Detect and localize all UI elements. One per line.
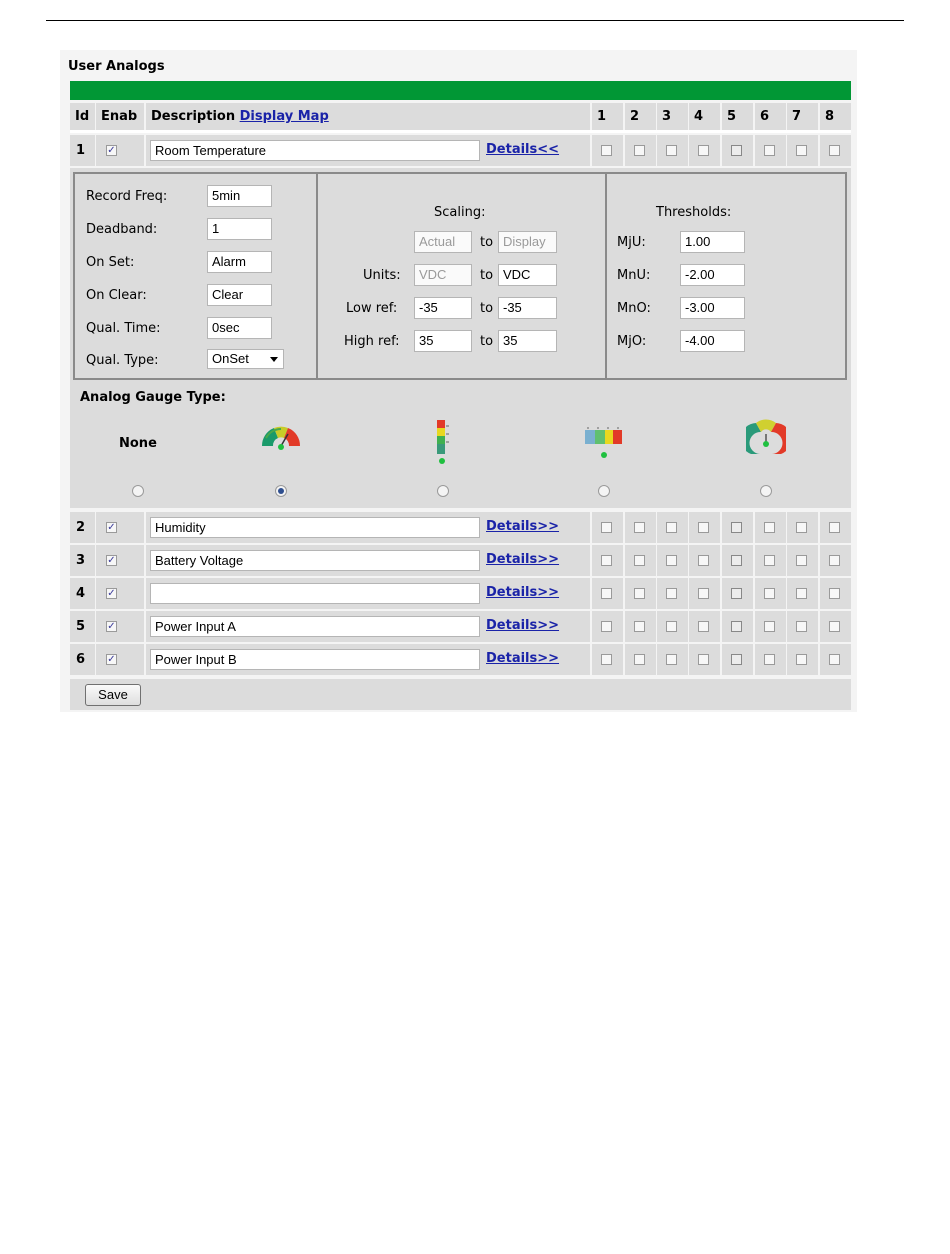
row-3-map-5-checkbox[interactable] xyxy=(731,555,742,566)
row-2-map-4-checkbox[interactable] xyxy=(698,522,709,533)
row-5-details-link[interactable]: Details>> xyxy=(486,618,560,633)
units-label: Units: xyxy=(363,268,401,283)
mnu-label: MnU: xyxy=(617,268,651,283)
row-2-details-link[interactable]: Details>> xyxy=(486,519,560,534)
row-4-map-1-checkbox[interactable] xyxy=(601,588,612,599)
header-divider xyxy=(70,130,851,133)
scaling-title: Scaling: xyxy=(434,205,486,220)
row-5-map-1-checkbox[interactable] xyxy=(601,621,612,632)
high-to-label: to xyxy=(480,334,494,349)
header-description xyxy=(146,103,590,130)
row-6-details-link[interactable]: Details>> xyxy=(486,651,560,666)
row-2-map-2-checkbox[interactable] xyxy=(634,522,645,533)
qual-type-value: OnSet xyxy=(212,351,249,366)
header-col-5: 5 xyxy=(722,103,753,130)
mju-input[interactable]: 1.00 xyxy=(680,231,745,253)
save-button[interactable]: Save xyxy=(85,684,141,706)
panel-title: User Analogs xyxy=(68,59,165,74)
row-6-enable-checkbox[interactable]: ✓ xyxy=(107,654,116,665)
row-3-description-input[interactable]: Battery Voltage xyxy=(150,550,480,571)
qual-time-input[interactable]: 0sec xyxy=(207,317,272,339)
row-2-map-7-checkbox[interactable] xyxy=(796,522,807,533)
row-4-details-link[interactable]: Details>> xyxy=(486,585,560,600)
row-3-map-4-checkbox[interactable] xyxy=(698,555,709,566)
row-3-map-6-checkbox[interactable] xyxy=(764,555,775,566)
row-4-map-2-checkbox[interactable] xyxy=(634,588,645,599)
header-col-3: 3 xyxy=(657,103,688,130)
row-1-map-5-checkbox[interactable] xyxy=(731,145,742,156)
qual-time-label: Qual. Time: xyxy=(86,321,161,336)
save-bar xyxy=(70,679,851,710)
header-col-2: 2 xyxy=(625,103,656,130)
row-2-enable-checkbox[interactable]: ✓ xyxy=(107,522,116,533)
mnu-input[interactable]: -2.00 xyxy=(680,264,745,286)
row-3-map-2-checkbox[interactable] xyxy=(634,555,645,566)
row-4-id: 4 xyxy=(70,578,95,609)
units-to-input[interactable]: VDC xyxy=(498,264,557,286)
row-6-description-input[interactable]: Power Input B xyxy=(150,649,480,670)
row-6-map-2-checkbox[interactable] xyxy=(634,654,645,665)
gauge-type-title: Analog Gauge Type: xyxy=(80,390,226,405)
row-4-enab-cell xyxy=(96,578,144,609)
on-set-label: On Set: xyxy=(86,255,135,270)
gauge-radio-arc[interactable] xyxy=(760,485,772,497)
header-id: Id xyxy=(70,103,95,130)
low-ref-to-input[interactable]: -35 xyxy=(498,297,557,319)
on-set-input[interactable]: Alarm xyxy=(207,251,272,273)
row-1-id: 1 xyxy=(70,135,95,166)
low-ref-label: Low ref: xyxy=(346,301,398,316)
row-3-map-7-checkbox[interactable] xyxy=(796,555,807,566)
mju-label: MjU: xyxy=(617,235,646,250)
row-2-enab-cell xyxy=(96,512,144,543)
row-4-map-4-checkbox[interactable] xyxy=(698,588,709,599)
row-6-id: 6 xyxy=(70,644,95,675)
high-ref-from-input[interactable]: 35 xyxy=(414,330,472,352)
deadband-input[interactable]: 1 xyxy=(207,218,272,240)
row-2-map-6-checkbox[interactable] xyxy=(764,522,775,533)
row-1-map-7-checkbox[interactable] xyxy=(796,145,807,156)
row-5-map-6-checkbox[interactable] xyxy=(764,621,775,632)
row-1-description-input[interactable]: Room Temperature xyxy=(150,140,480,161)
row-4-description-input[interactable] xyxy=(150,583,480,604)
low-to-label: to xyxy=(480,301,494,316)
units-to-label: to xyxy=(480,268,494,283)
row-1-map-3-checkbox[interactable] xyxy=(666,145,677,156)
row-1-map-4-checkbox[interactable] xyxy=(698,145,709,156)
row-5-description-input[interactable]: Power Input A xyxy=(150,616,480,637)
header-col-7: 7 xyxy=(787,103,818,130)
row-4-map-3-checkbox[interactable] xyxy=(666,588,677,599)
on-clear-label: On Clear: xyxy=(86,288,147,303)
green-header-bar xyxy=(70,81,851,100)
scaling-to-label: to xyxy=(480,235,494,250)
deadband-label: Deadband: xyxy=(86,222,158,237)
row-2-id: 2 xyxy=(70,512,95,543)
row-1-map-1-checkbox[interactable] xyxy=(601,145,612,156)
mjo-input[interactable]: -4.00 xyxy=(680,330,745,352)
row-1-map-8-checkbox[interactable] xyxy=(829,145,840,156)
row-5-enable-checkbox[interactable]: ✓ xyxy=(107,621,116,632)
row-5-map-8-checkbox[interactable] xyxy=(829,621,840,632)
row-3-enable-checkbox[interactable]: ✓ xyxy=(107,555,116,566)
row-2-map-3-checkbox[interactable] xyxy=(666,522,677,533)
row-4-map-8-checkbox[interactable] xyxy=(829,588,840,599)
row-5-map-4-checkbox[interactable] xyxy=(698,621,709,632)
gauge-radio-dial[interactable] xyxy=(275,485,287,497)
row-3-enab-cell xyxy=(96,545,144,576)
chevron-down-icon xyxy=(270,357,278,362)
gauge-radio-horizontal-bar[interactable] xyxy=(598,485,610,497)
scaling-display-header: Display xyxy=(498,231,557,253)
header-col-6: 6 xyxy=(755,103,786,130)
row-6-map-7-checkbox[interactable] xyxy=(796,654,807,665)
horizontal-bar-gauge-icon xyxy=(584,424,624,462)
header-col-1: 1 xyxy=(592,103,623,130)
row-2-description-input[interactable]: Humidity xyxy=(150,517,480,538)
high-ref-to-input[interactable]: 35 xyxy=(498,330,557,352)
mno-label: MnO: xyxy=(617,301,651,316)
row-6-map-5-checkbox[interactable] xyxy=(731,654,742,665)
row-2-map-8-checkbox[interactable] xyxy=(829,522,840,533)
mjo-label: MjO: xyxy=(617,334,647,349)
thresholds-title: Thresholds: xyxy=(656,205,732,220)
row-1-map-6-checkbox[interactable] xyxy=(764,145,775,156)
row-5-map-2-checkbox[interactable] xyxy=(634,621,645,632)
qual-type-label: Qual. Type: xyxy=(86,353,159,368)
row-5-map-5-checkbox[interactable] xyxy=(731,621,742,632)
row-5-map-7-checkbox[interactable] xyxy=(796,621,807,632)
scaling-actual-header: Actual xyxy=(414,231,472,253)
row-3-map-8-checkbox[interactable] xyxy=(829,555,840,566)
row-1-enable-checkbox[interactable]: ✓ xyxy=(107,145,116,156)
header-col-4: 4 xyxy=(689,103,720,130)
arc-gauge-icon xyxy=(746,414,786,458)
header-enab: Enab xyxy=(96,103,144,130)
record-freq-label: Record Freq: xyxy=(86,189,168,204)
row-3-map-3-checkbox[interactable] xyxy=(666,555,677,566)
page-top-rule xyxy=(46,20,904,21)
row-3-map-1-checkbox[interactable] xyxy=(601,555,612,566)
row-6-enab-cell xyxy=(96,644,144,675)
qual-type-select[interactable] xyxy=(207,349,284,369)
row-6-map-6-checkbox[interactable] xyxy=(764,654,775,665)
low-ref-from-input[interactable]: -35 xyxy=(414,297,472,319)
record-freq-input[interactable]: 5min xyxy=(207,185,272,207)
high-ref-label: High ref: xyxy=(344,334,400,349)
row-4-map-5-checkbox[interactable] xyxy=(731,588,742,599)
vertical-bar-gauge-icon xyxy=(434,418,452,466)
row-2-map-5-checkbox[interactable] xyxy=(731,522,742,533)
mno-input[interactable]: -3.00 xyxy=(680,297,745,319)
gauge-radio-none[interactable] xyxy=(132,485,144,497)
row-2-map-1-checkbox[interactable] xyxy=(601,522,612,533)
row-5-enab-cell xyxy=(96,611,144,642)
row-6-map-1-checkbox[interactable] xyxy=(601,654,612,665)
row-5-map-3-checkbox[interactable] xyxy=(666,621,677,632)
row-6-map-8-checkbox[interactable] xyxy=(829,654,840,665)
header-col-8: 8 xyxy=(820,103,851,130)
row-3-details-link[interactable]: Details>> xyxy=(486,552,560,567)
row-4-map-7-checkbox[interactable] xyxy=(796,588,807,599)
units-from-input[interactable]: VDC xyxy=(414,264,472,286)
row-3-id: 3 xyxy=(70,545,95,576)
row-1-details-link[interactable]: Details<< xyxy=(486,142,560,157)
header-description-label: Description xyxy=(151,109,236,124)
gauge-radio-vertical-bar[interactable] xyxy=(437,485,449,497)
row-1-enab-cell xyxy=(96,135,144,166)
row-4-enable-checkbox[interactable]: ✓ xyxy=(107,588,116,599)
display-map-link[interactable]: Display Map xyxy=(239,109,329,124)
row-6-map-4-checkbox[interactable] xyxy=(698,654,709,665)
row-5-id: 5 xyxy=(70,611,95,642)
gauge-none-label: None xyxy=(119,436,157,451)
row-4-map-6-checkbox[interactable] xyxy=(764,588,775,599)
row-6-map-3-checkbox[interactable] xyxy=(666,654,677,665)
on-clear-input[interactable]: Clear xyxy=(207,284,272,306)
row-1-map-2-checkbox[interactable] xyxy=(634,145,645,156)
dial-gauge-icon xyxy=(258,416,304,452)
